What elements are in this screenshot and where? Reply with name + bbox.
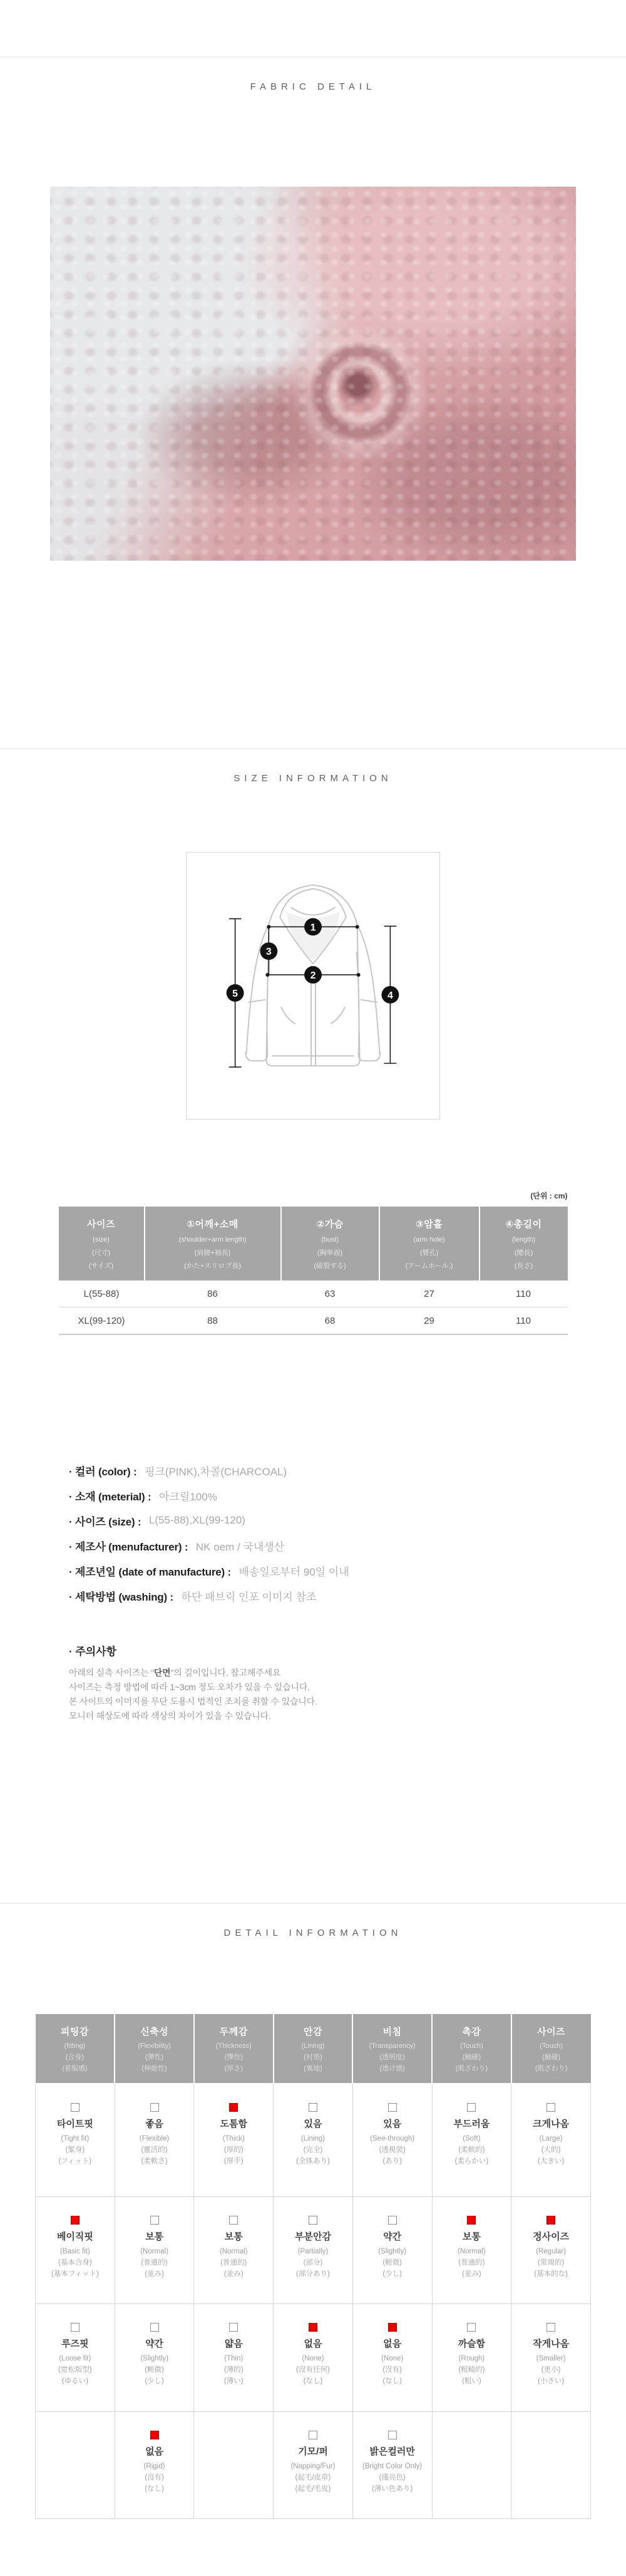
option-label-en: (Slightly) (140, 2355, 168, 2362)
notice-line: 모니터 해상도에 따라 색상의 차이가 있을 수 있습니다. (69, 1711, 271, 1721)
detail-column-header (115, 2014, 194, 2084)
option-label-ko: 있음 (383, 2119, 402, 2129)
detail-column-ko: 안감 (303, 2027, 322, 2037)
option-label-en: (Large) (539, 2135, 563, 2142)
option-label-jp: (薄い色あり) (372, 2485, 413, 2493)
detail-column-cn: (透明度) (379, 2054, 405, 2061)
option-label-cn: (透視裝) (379, 2146, 406, 2154)
product-info-label: · 사이즈 (size) : (69, 1515, 144, 1528)
detail-column-en: (fitting) (64, 2042, 86, 2050)
product-info-item (69, 1583, 626, 1608)
option-label-cn: (基本合身) (58, 2259, 92, 2267)
option-label-en: (Partially) (297, 2248, 329, 2255)
option-label-jp: (全体あり) (296, 2158, 330, 2165)
detail-column-header (352, 2014, 432, 2084)
notice-line1-pre: 아래의 실측 사이즈는 " (69, 1668, 154, 1678)
product-info-item (69, 1533, 626, 1558)
option-label-jp: (並み) (462, 2270, 481, 2278)
checkbox-unchecked (150, 2323, 159, 2332)
product-info-value: 핑크(PINK),차콜(CHARCOAL) (144, 1465, 287, 1478)
detail-info-table (35, 2014, 591, 2519)
size-table-body (59, 1280, 568, 1334)
size-column-en: (arm hole) (413, 1236, 445, 1244)
option-label-ko: 없음 (304, 2339, 322, 2349)
product-info-label: · 제조사 (menufacturer) : (69, 1540, 191, 1553)
size-column-ko: ①어깨+소매 (187, 1219, 239, 1230)
size-column-ko: ②가슴 (316, 1219, 344, 1230)
size-column-jp: (サイズ) (88, 1262, 114, 1270)
product-info-list (69, 1458, 626, 1608)
jacket-measurement-diagram (187, 853, 439, 1119)
measure-number-4: 4 (387, 990, 393, 1001)
option-label-cn: (常規的) (538, 2259, 565, 2267)
checkbox-unchecked (71, 2323, 80, 2332)
detail-column-ko: 사이즈 (537, 2027, 566, 2037)
size-cell-value: 68 (281, 1307, 379, 1335)
detail-column-jp: (厚さ) (224, 2065, 243, 2072)
size-column-header (480, 1207, 568, 1280)
option-label-en: (Tight fit) (61, 2135, 90, 2142)
detail-column-ko: 피팅감 (60, 2027, 89, 2037)
checkbox-unchecked (229, 2216, 238, 2225)
detail-option-cell (36, 2084, 115, 2197)
option-label-cn: (完全) (303, 2146, 323, 2154)
detail-option-cell (352, 2084, 432, 2197)
option-label-cn: (普通的) (141, 2259, 168, 2267)
detail-column-en: (Touch) (540, 2042, 563, 2050)
product-info-value: 하단 패브릭 인포 이미지 참조 (181, 1591, 317, 1603)
size-column-jp: (かた+スリロプ長) (184, 1262, 241, 1270)
option-label-cn: (沒有) (145, 2474, 164, 2481)
checkbox-unchecked (71, 2103, 80, 2112)
checkbox-checked (467, 2216, 476, 2225)
product-info-label: · 소재 (meterial) : (69, 1490, 154, 1503)
detail-option-cell (432, 2084, 511, 2197)
detail-option-cell (274, 2197, 353, 2304)
measure-number-3: 3 (265, 947, 272, 958)
option-label-jp: (部分あり) (296, 2270, 330, 2278)
detail-column-cn: (触碰) (541, 2054, 561, 2061)
checkbox-checked (229, 2103, 238, 2112)
size-cell-value: 110 (480, 1280, 568, 1307)
checkbox-checked (546, 2216, 555, 2225)
option-label-cn: (厚的) (223, 2146, 244, 2154)
option-label-en: (None) (302, 2355, 324, 2362)
option-label-ko: 밝은컬러만 (369, 2446, 415, 2457)
option-label-ko: 루즈핏 (61, 2339, 89, 2349)
option-label-en: (Slightly) (378, 2248, 407, 2255)
option-label-ko: 도톰함 (220, 2119, 247, 2129)
size-column-jp: (長さ) (514, 1262, 533, 1270)
size-cell-value: 29 (379, 1307, 480, 1335)
option-label-ko: 베이직핏 (56, 2231, 93, 2242)
checkbox-unchecked (546, 2103, 555, 2112)
detail-empty-cell (194, 2412, 274, 2519)
option-label-ko: 부드러움 (453, 2119, 490, 2129)
option-label-cn: (部分) (303, 2259, 323, 2267)
option-label-cn: (起毛/皮草) (295, 2474, 331, 2481)
detail-option-cell (36, 2304, 115, 2412)
notice-body (69, 1666, 626, 1723)
size-column-cn: (尺寸) (91, 1249, 111, 1257)
detail-option-cell (352, 2412, 432, 2519)
size-column-ko: 사이즈 (87, 1219, 115, 1230)
option-label-jp: (フィット) (58, 2158, 92, 2165)
option-label-en: (Bright Color Only) (362, 2463, 423, 2470)
notice-line1-bold: 단면 (153, 1668, 171, 1678)
option-label-ko: 보통 (462, 2231, 481, 2242)
option-label-cn: (大的) (541, 2146, 561, 2154)
detail-option-cell (115, 2197, 194, 2304)
option-label-jp: (基本フィット) (51, 2270, 99, 2278)
detail-information-title: DETAIL INFORMATION (223, 1928, 403, 1938)
checkbox-unchecked (309, 2431, 317, 2439)
detail-table-row (36, 2304, 591, 2412)
size-cell-value: 63 (281, 1280, 379, 1307)
detail-column-header (36, 2014, 115, 2084)
option-label-ko: 정사이즈 (533, 2231, 570, 2242)
option-label-cn: (僅亮色) (379, 2474, 406, 2481)
checkbox-unchecked (309, 2103, 317, 2112)
detail-column-header (194, 2014, 274, 2084)
size-cell-value: 27 (379, 1280, 480, 1307)
size-column-header (281, 1207, 379, 1280)
size-column-cn: (胸单面) (317, 1249, 343, 1257)
option-label-jp: (粗い) (462, 2377, 481, 2385)
option-label-en: (See-through) (370, 2135, 415, 2142)
option-label-jp: (ゆるい) (61, 2377, 88, 2385)
detail-column-ko: 비침 (382, 2027, 402, 2037)
option-label-cn: (薄的) (223, 2366, 244, 2374)
option-label-ko: 좋음 (145, 2119, 164, 2129)
detail-option-cell (352, 2304, 432, 2412)
product-info-label: · 세탁방법 (washing) : (69, 1591, 177, 1603)
option-label-cn: (輕微) (382, 2259, 402, 2267)
option-label-en: (Rigid) (143, 2463, 165, 2470)
detail-option-cell (274, 2304, 353, 2412)
checkbox-unchecked (546, 2323, 555, 2332)
size-table-section (59, 1192, 568, 1335)
detail-empty-cell (432, 2412, 511, 2519)
fabric-detail-title: FABRIC DETAIL (250, 81, 376, 92)
detail-column-cn: (彈性) (145, 2054, 164, 2061)
option-label-en: (Normal) (140, 2248, 168, 2255)
detail-option-cell (352, 2197, 432, 2304)
option-label-jp: (起毛/毛皮) (295, 2485, 331, 2493)
size-column-jp: (破裂する) (314, 1262, 346, 1270)
size-diagram-box (186, 852, 440, 1119)
checkbox-unchecked (150, 2216, 159, 2225)
option-label-jp: (少し) (145, 2377, 164, 2385)
size-column-header (145, 1207, 281, 1280)
unit-note: (단위 : cm) (530, 1192, 568, 1200)
detail-option-cell (115, 2304, 194, 2412)
size-column-en: (length) (511, 1236, 536, 1244)
option-label-ko: 얇음 (224, 2339, 243, 2349)
section-divider-detail (0, 1903, 626, 1904)
size-information-title: SIZE INFORMATION (233, 773, 393, 784)
detail-table-row (36, 2412, 591, 2519)
section-divider-top (0, 56, 626, 58)
size-column-cn: (總長) (514, 1249, 533, 1257)
option-label-en: (Thin) (224, 2355, 244, 2362)
option-label-ko: 작게나옴 (533, 2339, 570, 2349)
fabric-photo (50, 187, 576, 561)
checkbox-unchecked (467, 2323, 476, 2332)
detail-column-header (511, 2014, 591, 2084)
product-info-value: L(55-88),XL(99-120) (148, 1514, 245, 1526)
section-divider-size (0, 748, 626, 749)
checkbox-checked (71, 2216, 80, 2225)
detail-column-jp: (透け感) (379, 2065, 405, 2072)
option-label-jp: (少し) (382, 2270, 402, 2278)
option-label-cn: (緊身) (65, 2146, 85, 2154)
product-info-item (69, 1508, 626, 1533)
size-table-row (59, 1280, 568, 1307)
detail-column-jp: (肌ざわり) (535, 2065, 568, 2072)
option-label-jp: (あり) (382, 2158, 402, 2165)
product-info-value: 아크릴100% (158, 1490, 217, 1503)
option-label-ko: 약간 (383, 2231, 402, 2242)
option-label-cn: (粗糙的) (458, 2366, 485, 2374)
option-label-jp: (並み) (145, 2270, 164, 2278)
option-label-ko: 타이트핏 (56, 2119, 93, 2129)
option-label-jp: (厚手) (223, 2158, 244, 2165)
detail-column-en: (Lining) (301, 2042, 325, 2050)
detail-column-en: (Touch) (460, 2042, 483, 2050)
option-label-cn: (普通的) (458, 2259, 485, 2267)
size-column-header (379, 1207, 480, 1280)
option-label-en: (Regular) (536, 2248, 567, 2255)
detail-table-row (36, 2197, 591, 2304)
detail-option-cell (194, 2304, 274, 2412)
option-label-cn: (輕微) (145, 2366, 164, 2374)
option-label-jp: (小さい) (538, 2377, 565, 2385)
option-label-cn: (柔軟的) (458, 2146, 485, 2154)
detail-column-ko: 두께감 (219, 2027, 248, 2037)
checkbox-unchecked (388, 2103, 397, 2112)
detail-option-cell (432, 2304, 511, 2412)
size-column-ko: ④총길이 (505, 1219, 542, 1230)
option-label-en: (Flexible) (139, 2135, 170, 2142)
size-column-cn: (肩膀+袖長) (194, 1249, 231, 1257)
detail-option-cell (194, 2084, 274, 2197)
option-label-en: (Rough) (458, 2355, 485, 2362)
option-label-jp: (なし) (145, 2485, 164, 2493)
product-info-value: NK oem / 국내생산 (195, 1540, 285, 1553)
detail-option-cell (115, 2412, 194, 2519)
detail-table-row (36, 2084, 591, 2197)
detail-option-cell (194, 2197, 274, 2304)
option-label-ko: 까슬함 (458, 2339, 486, 2349)
checkbox-unchecked (388, 2431, 397, 2439)
detail-option-cell (511, 2084, 591, 2197)
measure-dot (356, 925, 359, 928)
product-detail-page (0, 56, 626, 2519)
checkbox-unchecked (388, 2216, 397, 2225)
option-label-ko: 보통 (145, 2231, 164, 2242)
detail-column-cn: (衬垫) (304, 2054, 322, 2061)
option-label-ko: 기모/퍼 (298, 2446, 328, 2457)
detail-column-en: (Transparency) (369, 2042, 416, 2050)
measure-dot (357, 973, 361, 977)
detail-column-jp: (肌ざわり) (455, 2065, 488, 2072)
product-info-item (69, 1458, 626, 1483)
detail-option-cell (432, 2197, 511, 2304)
size-column-en: (shoulder+arm length) (178, 1236, 247, 1244)
option-label-jp: (並み) (223, 2270, 244, 2278)
option-label-en: (Basic fit) (59, 2248, 90, 2255)
detail-table-header-row (36, 2014, 591, 2084)
option-label-en: (None) (381, 2355, 404, 2362)
notice-line: 사이즈는 측정 방법에 따라 1~3cm 정도 오차가 있을 수 있습니다. (69, 1682, 310, 1692)
detail-column-en: (Flexibility) (138, 2042, 171, 2050)
product-info-label: · 제조년일 (date of manufacture) : (69, 1566, 234, 1578)
option-label-cn: (更小) (541, 2366, 561, 2374)
size-column-en: (size) (93, 1236, 110, 1244)
detail-column-ko: 신축성 (140, 2027, 169, 2037)
size-column-en: (bust) (321, 1236, 339, 1244)
measure-number-1: 1 (310, 922, 316, 933)
option-label-jp: (基本的な) (534, 2270, 568, 2278)
detail-option-cell (511, 2197, 591, 2304)
detail-table-body (36, 2084, 591, 2519)
measure-number-2: 2 (310, 970, 316, 982)
notice-line1-post: "의 길이입니다. 참고해주세요 (170, 1668, 281, 1678)
notice-line: 본 사이트의 이미지를 무단 도용시 법적인 조치를 취할 수 있습니다. (69, 1696, 317, 1706)
detail-column-cn: (彈性) (224, 2054, 243, 2061)
detail-option-cell (511, 2304, 591, 2412)
option-label-ko: 크게나옴 (533, 2119, 570, 2129)
product-info-item (69, 1483, 626, 1508)
option-label-en: (Normal) (458, 2248, 486, 2255)
product-info-value: 배송일로부터 90일 이내 (239, 1566, 349, 1578)
option-label-cn: (沒有任何) (296, 2366, 330, 2374)
option-label-jp: (柔らかい) (454, 2158, 489, 2165)
size-cell-value: 88 (145, 1307, 281, 1335)
detail-column-jp: (着服感) (62, 2065, 88, 2072)
option-label-en: (Smaller) (536, 2355, 566, 2362)
detail-option-cell (274, 2412, 353, 2519)
option-label-jp: (薄い) (223, 2377, 244, 2385)
option-label-cn: (宽松版型) (58, 2366, 92, 2374)
size-table-row (59, 1307, 568, 1335)
detail-column-header (274, 2014, 353, 2084)
option-label-jp: (なし) (382, 2377, 402, 2385)
size-cell-label: XL(99-120) (59, 1307, 145, 1335)
size-table (59, 1207, 568, 1335)
option-label-cn: (沒有) (382, 2366, 402, 2374)
option-label-en: (Normal) (219, 2248, 248, 2255)
notice-section (69, 1644, 626, 1723)
option-label-en: (Lining) (300, 2135, 326, 2142)
option-label-en: (Thick) (222, 2135, 245, 2142)
option-label-ko: 있음 (304, 2119, 322, 2129)
product-info-label: · 컬러 (color) : (69, 1465, 140, 1478)
option-label-jp: (大きい) (538, 2158, 565, 2165)
size-cell-value: 110 (480, 1307, 568, 1335)
product-info-item (69, 1558, 626, 1583)
option-label-en: (Loose fit) (59, 2355, 91, 2362)
detail-column-jp: (伸縮性) (141, 2065, 167, 2072)
size-column-header (59, 1207, 145, 1280)
option-label-ko: 보통 (224, 2231, 243, 2242)
option-label-ko: 없음 (145, 2446, 164, 2457)
detail-column-ko: 촉감 (462, 2027, 481, 2037)
size-column-jp: (アームホール.) (405, 1262, 453, 1270)
measure-number-5: 5 (232, 988, 239, 999)
size-column-ko: ③암홀 (415, 1219, 443, 1230)
size-cell-label: L(55-88) (59, 1280, 145, 1307)
checkbox-unchecked (150, 2103, 159, 2112)
detail-option-cell (115, 2084, 194, 2197)
option-label-ko: 없음 (383, 2339, 402, 2349)
detail-column-jp: (裏地) (304, 2065, 322, 2072)
detail-column-cn: (触碰) (462, 2054, 481, 2061)
option-label-jp: (柔軟さ) (141, 2158, 168, 2165)
detail-option-cell (274, 2084, 353, 2197)
option-label-cn: (普通的) (220, 2259, 247, 2267)
checkbox-unchecked (229, 2323, 238, 2332)
option-label-cn: (靈活的) (141, 2146, 168, 2154)
detail-column-header (432, 2014, 511, 2084)
checkbox-unchecked (309, 2216, 317, 2225)
checkbox-unchecked (467, 2103, 476, 2112)
detail-option-cell (36, 2197, 115, 2304)
detail-column-cn: (合身) (65, 2054, 85, 2061)
size-column-cn: (臂孔) (419, 1249, 439, 1257)
checkbox-checked (388, 2323, 397, 2332)
notice-heading: · 주의사항 (69, 1646, 117, 1658)
option-label-en: (Soft) (463, 2135, 481, 2142)
detail-empty-cell (36, 2412, 115, 2519)
option-label-ko: 부분안감 (294, 2231, 331, 2242)
size-cell-value: 86 (145, 1280, 281, 1307)
notice-line (69, 1666, 626, 1680)
option-label-jp: (なし) (303, 2377, 323, 2385)
option-label-ko: 약간 (145, 2339, 164, 2349)
size-table-header-row (59, 1207, 568, 1280)
detail-column-en: (Thickness) (215, 2042, 252, 2050)
detail-empty-cell (511, 2412, 591, 2519)
checkbox-checked (150, 2431, 159, 2439)
option-label-en: (Napping/Fur) (290, 2463, 336, 2470)
checkbox-checked (309, 2323, 317, 2332)
